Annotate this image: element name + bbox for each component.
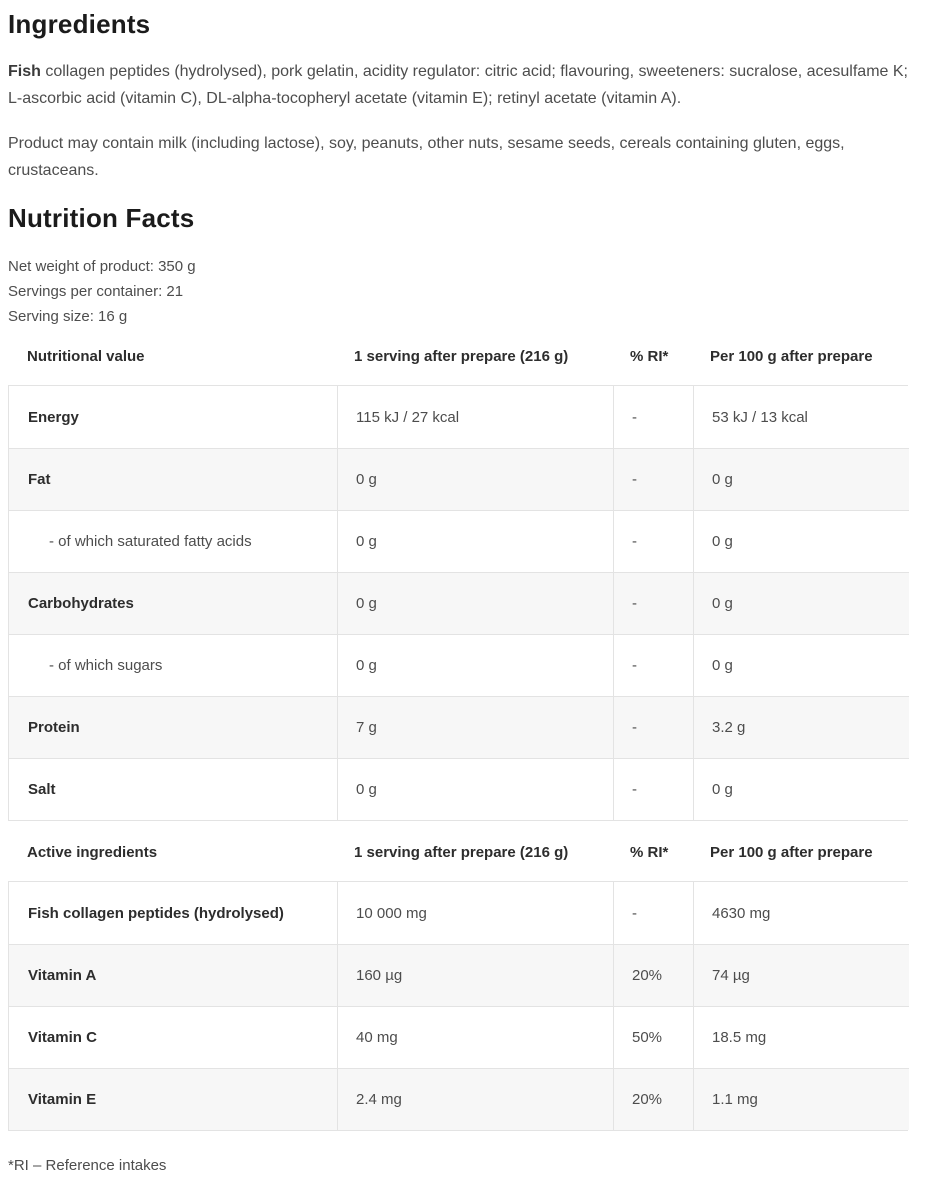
serving-value: 0 g <box>337 635 613 696</box>
serving-value: 0 g <box>337 573 613 634</box>
row-label: Energy <box>28 408 79 426</box>
per-100g-value: 0 g <box>693 573 909 634</box>
table-row-fat <box>9 448 909 510</box>
row-label: Vitamin A <box>28 967 97 984</box>
per-100g-value: 53 kJ / 13 kcal <box>693 386 909 448</box>
ri-value: - <box>613 697 693 758</box>
net-weight-line: Net weight of product: 350 g <box>8 258 196 275</box>
table-row-vitamin-c <box>9 1006 909 1068</box>
ri-value: - <box>613 573 693 634</box>
per-100g-value: 74 µg <box>693 945 909 1006</box>
active-ingredients-table-header <box>8 843 908 863</box>
reference-intakes-footnote: *RI – Reference intakes <box>8 1157 167 1174</box>
table-row-saturated-fat <box>9 510 909 572</box>
table-row-carbohydrates <box>9 572 909 634</box>
ri-value: 50% <box>613 1007 693 1068</box>
per-100g-value: 3.2 g <box>693 697 909 758</box>
per-100g-value: 0 g <box>693 759 909 820</box>
serving-value: 0 g <box>337 449 613 510</box>
table-row-sugars <box>9 634 909 696</box>
per-100g-value: 4630 mg <box>693 882 909 944</box>
serving-value: 0 g <box>337 759 613 820</box>
ri-value: 20% <box>613 945 693 1006</box>
ri-value: - <box>613 449 693 510</box>
ri-value: - <box>613 386 693 448</box>
per-100g-value: 1.1 mg <box>693 1069 909 1130</box>
per-100g-value: 0 g <box>693 635 909 696</box>
row-label: - of which saturated fatty acids <box>49 533 252 550</box>
header-serving: 1 serving after prepare (216 g) <box>354 844 569 861</box>
header-per-100g: Per 100 g after prepare <box>710 348 873 365</box>
serving-value: 7 g <box>337 697 613 758</box>
active-ingredients-table <box>8 881 908 1131</box>
serving-value: 115 kJ / 27 kcal <box>337 386 613 448</box>
header-nutritional-value: Nutritional value <box>27 348 145 365</box>
serving-size-line: Serving size: 16 g <box>8 308 128 325</box>
ri-value: - <box>613 759 693 820</box>
row-label: - of which sugars <box>49 657 163 674</box>
serving-value: 160 µg <box>337 945 613 1006</box>
table-row-protein <box>9 696 909 758</box>
row-label: Vitamin E <box>28 1091 97 1108</box>
per-100g-value: 18.5 mg <box>693 1007 909 1068</box>
table-row-collagen <box>9 882 909 944</box>
header-ri: % RI* <box>630 348 669 365</box>
serving-value: 40 mg <box>337 1007 613 1068</box>
serving-value: 0 g <box>337 511 613 572</box>
nutrition-facts-heading: Nutrition Facts <box>8 203 195 233</box>
row-label: Fat <box>28 471 51 488</box>
ri-value: - <box>613 882 693 944</box>
header-ri: % RI* <box>630 844 669 861</box>
nutrition-table <box>8 385 908 821</box>
row-label: Fish collagen peptides (hydrolysed) <box>28 904 284 922</box>
ri-value: 20% <box>613 1069 693 1130</box>
servings-per-container-line: Servings per container: 21 <box>8 283 184 300</box>
table-row-vitamin-a <box>9 944 909 1006</box>
row-label: Vitamin C <box>28 1029 97 1046</box>
header-serving: 1 serving after prepare (216 g) <box>354 348 569 365</box>
per-100g-value: 0 g <box>693 511 909 572</box>
ri-value: - <box>613 635 693 696</box>
serving-info-block <box>8 254 908 329</box>
row-label: Carbohydrates <box>28 595 134 612</box>
allergen-bold-lead: Fish <box>8 63 41 80</box>
serving-value: 2.4 mg <box>337 1069 613 1130</box>
per-100g-value: 0 g <box>693 449 909 510</box>
row-label: Salt <box>28 781 56 798</box>
header-per-100g: Per 100 g after prepare <box>710 844 873 861</box>
header-active-ingredients: Active ingredients <box>27 844 158 861</box>
table-row-energy <box>9 386 909 448</box>
table-row-vitamin-e <box>9 1068 909 1130</box>
product-details-section <box>8 0 908 1188</box>
nutrition-table-header <box>8 347 908 367</box>
ingredients-paragraph <box>8 58 908 112</box>
ingredients-text: collagen peptides (hydrolysed), pork gelatin, acidity regulator: citric acid; flavouring, sweeteners: sucralose, acesulfame K; L-ascorbic acid (vitamin C), DL-alpha-tocopheryl acetate (vitamin E); retinyl acetate (vitamin A). <box>8 63 908 107</box>
ri-value: - <box>613 511 693 572</box>
row-label: Protein <box>28 719 80 736</box>
serving-value: 10 000 mg <box>337 882 613 944</box>
allergen-paragraph: Product may contain milk (including lactose), soy, peanuts, other nuts, sesame seeds, cereals containing gluten, eggs, crustaceans. <box>8 135 845 179</box>
ingredients-heading: Ingredients <box>8 9 151 39</box>
table-row-salt <box>9 758 909 820</box>
